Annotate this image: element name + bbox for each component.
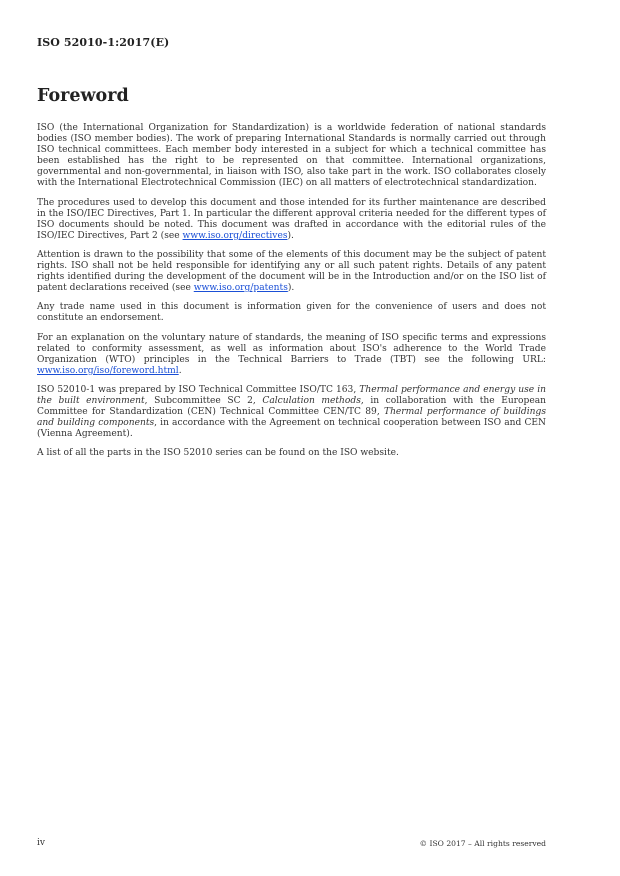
paragraph-patent-rights <box>37 250 546 294</box>
prepared-by-text-g: , in accordance with the Agreement on technical cooperation between ISO and CEN (Vienna Agreement). <box>37 418 546 440</box>
page-title: Foreword <box>37 86 129 106</box>
directives-link[interactable]: www.iso.org/directives <box>182 230 288 241</box>
paragraph-iso-organization: ISO (the International Organization for Standardization) is a worldwide federation of national standards bodies (ISO member bodies). The work of preparing International Standards is normally carried out through ISO technical committees. Each member body interested in a subject for which a technical committee has been established has the right to be represented on that committee. International organizations, governmental and non-governmental, in liaison with ISO, also take part in the work. ISO collaborates closely with the International Electrotechnical Commission (IEC) on all matters of electrotechnical standardization. <box>37 123 546 189</box>
page-number: iv <box>37 838 45 848</box>
prepared-by-text-e: , in collaboration with the European Committee for Standardization (CEN) Technical Committee CEN/TC 89, <box>37 395 546 418</box>
paragraph-trade-name: Any trade name used in this document is information given for the convenience of users and does not constitute an endorsement. <box>37 302 546 324</box>
paragraph-voluntary-nature-end: . <box>178 365 182 376</box>
foreword-body <box>37 123 546 467</box>
paragraph-patent-rights-end: ). <box>287 283 295 294</box>
subcommittee-name-italic: Calculation methods <box>262 395 361 406</box>
document-identifier: ISO 52010-1:2017(E) <box>37 36 170 49</box>
foreword-link[interactable]: www.iso.org/iso/foreword.html <box>37 365 179 376</box>
paragraph-patent-rights-text: Attention is drawn to the possibility that some of the elements of this document may be the subject of patent rights. ISO shall not be held responsible for identifying any or all such patent rights. Details of any patent rights identified during the development of the document will be in the Introduction and/or on the ISO list of patent declarations received (see <box>37 249 546 294</box>
prepared-by-text-a: ISO 52010-1 was prepared by ISO Technical Committee ISO/TC 163, <box>37 384 360 395</box>
paragraph-procedures-text: The procedures used to develop this document and those intended for its further maintenance are described in the ISO/IEC Directives, Part 1. In particular the different approval criteria needed for the different types of ISO documents should be noted. This document was drafted in accordance with the editorial rules of the ISO/IEC Directives, Part 2 (see <box>37 197 546 241</box>
cen-committee-name-italic: Thermal performance of buildings and building components <box>37 407 546 429</box>
paragraph-prepared-by <box>37 385 546 440</box>
committee-name-italic: Thermal performance and energy use in the built environment <box>37 384 546 406</box>
prepared-by-text-c: , Subcommittee SC 2, <box>144 395 263 406</box>
paragraph-voluntary-nature-text: For an explanation on the voluntary nature of standards, the meaning of ISO specific terms and expressions related to conformity assessment, as well as information about ISO's adherence to the World Trade Organization (WTO) principles in the Technical Barriers to Trade (TBT) see the following URL: <box>37 332 546 365</box>
paragraph-procedures <box>37 198 546 242</box>
paragraph-procedures-end: ). <box>287 230 294 241</box>
paragraph-voluntary-nature <box>37 333 546 377</box>
paragraph-series-list: A list of all the parts in the ISO 52010 series can be found on the ISO website. <box>37 448 399 459</box>
copyright-notice: © ISO 2017 – All rights reserved <box>419 839 546 848</box>
patents-link[interactable]: www.iso.org/patents <box>193 283 288 294</box>
